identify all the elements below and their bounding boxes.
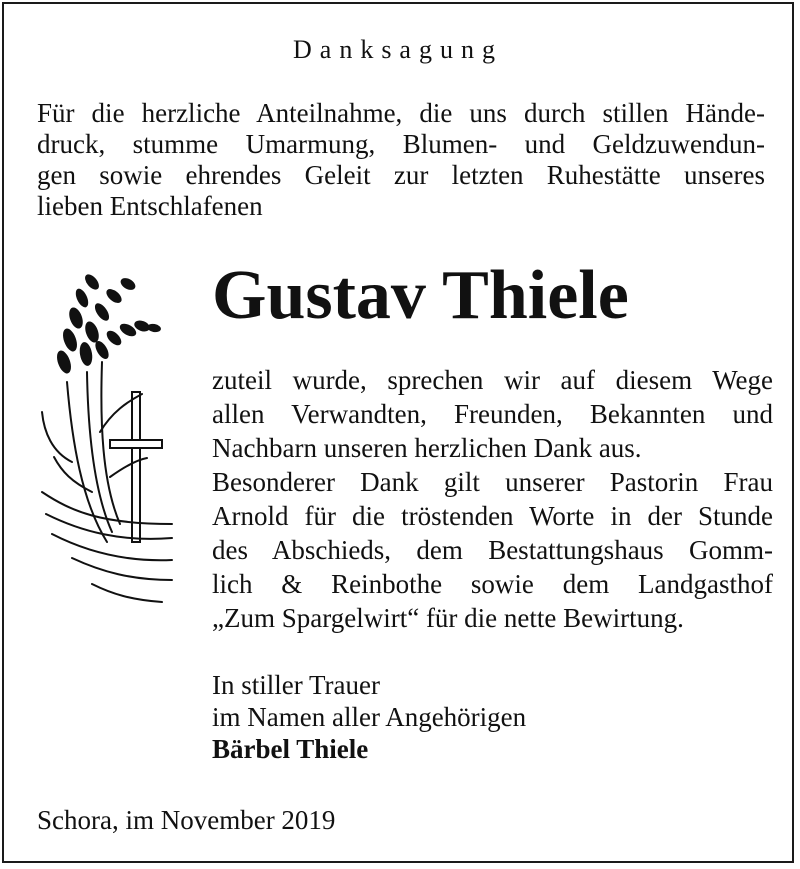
intro-line: druck, stumme Umarmung, Blumen- und Geldzuwendun- <box>37 129 765 159</box>
intro-paragraph <box>37 98 765 222</box>
body-line: zuteil wurde, sprechen wir auf diesem Wege <box>212 365 773 395</box>
signoff-block <box>212 669 526 765</box>
cross-icon <box>132 392 140 542</box>
notice-heading: Danksagung <box>293 35 503 64</box>
intro-line: Für die herzliche Anteilnahme, die uns durch stillen Hände- <box>37 98 765 128</box>
intro-line: lieben Entschlafenen <box>37 191 263 221</box>
body-line: Arnold für die tröstenden Worte in der Stunde <box>212 501 773 531</box>
body-line: allen Verwandten, Freunden, Bekannten und <box>212 399 773 429</box>
deceased-name: Gustav Thiele <box>212 257 629 334</box>
place-and-date: Schora, im November 2019 <box>37 805 336 835</box>
body-line: des Abschieds, dem Bestattungshaus Gomm- <box>212 535 773 565</box>
body-line: lich & Reinbothe sowie dem Landgasthof <box>212 569 773 599</box>
signoff-line: im Namen aller Angehörigen <box>212 702 527 732</box>
intro-line: gen sowie ehrendes Geleit zur letzten Ruhestätte unseres <box>37 160 765 190</box>
obituary-notice <box>2 2 794 863</box>
thanks-paragraph <box>212 363 773 635</box>
body-line: „Zum Spargelwirt“ für die nette Bewirtung. <box>212 603 684 633</box>
body-line: Nachbarn unseren herzlichen Dank aus. <box>212 433 642 463</box>
body-line: Besonderer Dank gilt unserer Pastorin Frau <box>212 467 773 497</box>
wheat-and-cross-icon <box>32 262 182 622</box>
signoff-line: In stiller Trauer <box>212 670 380 700</box>
signature-name: Bärbel Thiele <box>212 734 369 764</box>
